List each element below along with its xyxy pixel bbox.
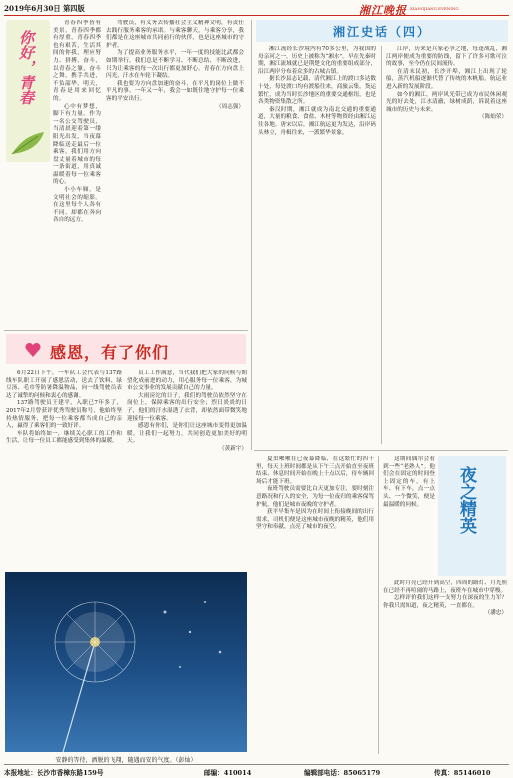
youth-para-1: 青春四季皆有美景，青春四季都有厚重，青春四季也有艰苦，生活其间的你我，理应努力、拼搏、奋斗，以青春之躯，奋斗之舞，携手共进，不负韶华。明天，青春是用来回忆的。 [53,20,101,102]
night-para-3: 获平早集车是因为在时间上衔接晚间的出行需求，司机们便是这座城市夜晚的精英，他们用坚守和奉献，点亮了城市的夜空。 [256,509,374,531]
leaf-decoration-icon [8,128,48,158]
thanks-para-5: 大雨滂沱的日子，我们的驾驶员依然坚守在岗位上，保障乘客的出行安全；烈日炎炎的日子，他们的汗水湿透了衣背，却依然面带微笑地迎接每一位乘客。 [127,392,247,422]
date-issue: 2019年6月30日 第四版 [4,4,85,13]
footer-phone: 编辑部电话：85065179 [304,769,381,777]
youth-para-5: 为了提高业务服务水平，一年一度的技能比武都会如期举行。我们总是不断学习、不断总结、不断改进，只为让乘客的每一次出行都更加舒心。青春在方向盘上闪光，汗水在车轮下凝结。 [106,50,244,80]
thanks-title: 感恩，有了你们 [50,343,170,362]
thanks-para-1: 6月22日下午，一车队工会代表与137路线车队职工开展了感恩活动，送去了饮料、绿豆汤、毛巾等防暑降温物品，向一线驾驶员表达了诚挚的问候和衷心的感谢。 [6,370,122,399]
footer [4,767,509,777]
dandelion-photo [5,572,247,752]
footer-fax: 传真：85146010 [434,769,491,777]
night-col-3 [383,580,507,754]
thanks-byline: （黄新宇） [219,445,247,452]
xiangjiang-para-5: 在清末民初，长沙开埠，湘江上出现了轮船，蒸汽机船逐渐代替了传统的木帆船，航运业进入新的发展阶段。 [386,68,507,90]
header [4,2,509,16]
masthead: 湘江晚报 [359,4,407,17]
night-divider [378,456,379,754]
center-divider [251,20,252,450]
thanks-para-6: 感恩有你们，是你们让这座城市变得更加温暖。让我们一起努力，共同创造更加美好的明天。 [127,423,247,445]
xiangjiang-para-2: 据长沙县志记载，清代湘江上的渡口多达数十处，每处渡口均有渡船往来，商旅云集，货运繁忙，成为当时长沙地区的重要交通枢纽，也是各类物资集散之所。 [258,76,376,106]
thanks-top-rule [4,330,248,331]
photo-caption: 安静的等待，洒脱的飞翔，随遇而安的气度。（彭灿） [55,757,197,764]
youth-col-1 [53,20,101,272]
night-title-panel [438,456,506,576]
night-para-1: 夏虫啾啾在已夜幕降临，在这繁忙的四十里，每天上班时间都是从下午三点开始直至夜班结束。休息时间开始在晚上十点以后，待车辆回场后才能下班。 [256,456,374,485]
thanks-col-2 [127,370,247,565]
heart-icon [24,342,42,358]
xiangjiang-title-panel [256,20,508,42]
youth-title-panel [6,20,50,162]
xiangjiang-para-1: 湘江流经长沙境内有70多公里，为我国的母亲河之一，历史上被称为“湘水”。早在先秦时期，湘江流域就已是荆楚文化的重要组成部分，沿江两岸分布着众多的古城古镇。 [258,46,376,75]
youth-col-2 [106,20,244,320]
night-col-1 [256,456,374,754]
night-para-4: 这期间偶尔会看到一些“老熟人”。他们会在固定的时间登上固定的车，有上车、有下车，点一点头、一个微笑，便是最温暖的问候。 [383,456,435,508]
xiangjiang-para-4: 江岸，历来是兵家必争之地，每逢战乱，湘江两岸便成为重要的防线，留下了许多可歌可泣的故事，至今仍在民间流传。 [386,46,507,68]
night-byline: （潘忠） [484,610,507,617]
header-rule [4,15,509,16]
footer-address: 本报地址：长沙市香樟东路159号 [4,769,104,777]
night-col-2 [383,456,435,576]
xiangjiang-col-2 [386,46,507,446]
youth-para-2: 心中有梦想，脚下有力量。作为一名公交驾驶员，当清晨迎着第一缕阳光出发，当夜幕降临送走最后一位乘客，我们用方向盘丈量着城市的每一条街道，用真诚温暖着每一位乘客的心。 [53,103,101,186]
dandelion-image [5,572,247,752]
xiangjiang-byline: （陈灿荣） [479,114,507,121]
youth-title: 你好，青春 [17,30,35,105]
night-para-6: 怎样评价我们这样一支努力在深夜的生力军？你我只需知道，夜之精英，一直都在。 [383,595,507,609]
youth-para-3: 小小车厢，是文明社会的缩影。在这里每个人各有不同，却都在奔向各自的远方。 [53,187,101,224]
night-title: 夜之精英 [456,466,476,534]
footer-rule [4,764,509,765]
thanks-title-panel [6,334,246,364]
thanks-para-2: 137路驾驶员王建平，入职已7年多了，2017年2月曾获评优秀驾驶员称号，他始终坚持热情服务，把每一位乘客都当成自己的亲人，赢得了乘客们的一致好评。 [6,400,122,430]
youth-byline: （周志强） [216,103,244,110]
xiangjiang-para-3: 秦汉时期，湘江就成为南北交通的重要通道，大量的粮食、食盐、木材等物资经由湘江运往各地。唐宋以后，湘江航运更为发达，沿岸码头林立，舟楫往来，一派繁华景象。 [258,106,376,136]
night-para-2: 夜班驾驶员需要比白天更加专注，要时刻注意路况和行人的安全，为每一位夜归的乘客保驾护航，他们是城市夜晚的守护者。 [256,486,374,508]
youth-para-4: 驾驶员，有义务去传播社会主义精神文明，有责任去践行服务乘客的承诺。与乘客聊天，与乘客分享，我们都是在这座城市共同前行的伙伴，也是这座城市的守护者。 [106,20,244,49]
xiangjiang-title: 湘江史话（四） [332,25,431,39]
masthead-sub: XIANGJIANG EVENING [410,6,459,11]
thanks-para-3: 车队将始终如一，继续关心职工的工作和生活，让每一位员工都能感受到集体的温暖。 [6,430,122,445]
footer-postcode: 邮编：410014 [204,769,252,777]
youth-para-6: 我也要为方向盘加速的奋斗，在平凡的岗位上做不平凡的事。一年又一年，我会一如既往地守护每一位乘客的平安出行。 [106,80,244,102]
night-top-rule [254,450,508,451]
xiangjiang-divider [381,46,382,444]
thanks-col-1 [6,370,122,562]
xiangjiang-para-6: 如今的湘江，两岸风光带已成为市民休闲观光的好去处，江水清澈，绿树成荫，诉说着这座城市的历史与未来。 [386,91,507,113]
xiangjiang-col-1 [258,46,376,444]
night-para-5: 此时月亮已经升到高空，四周的路灯、月光照在已经不再喧闹的马路上，夜班车在城市中穿梭。 [383,580,507,594]
thanks-para-4: 员工工作满意，当代我们把大家的问候与期望化成前进的动力，用心服务每一位乘客，为城市公交事业的发展贡献自己的力量。 [127,370,247,392]
